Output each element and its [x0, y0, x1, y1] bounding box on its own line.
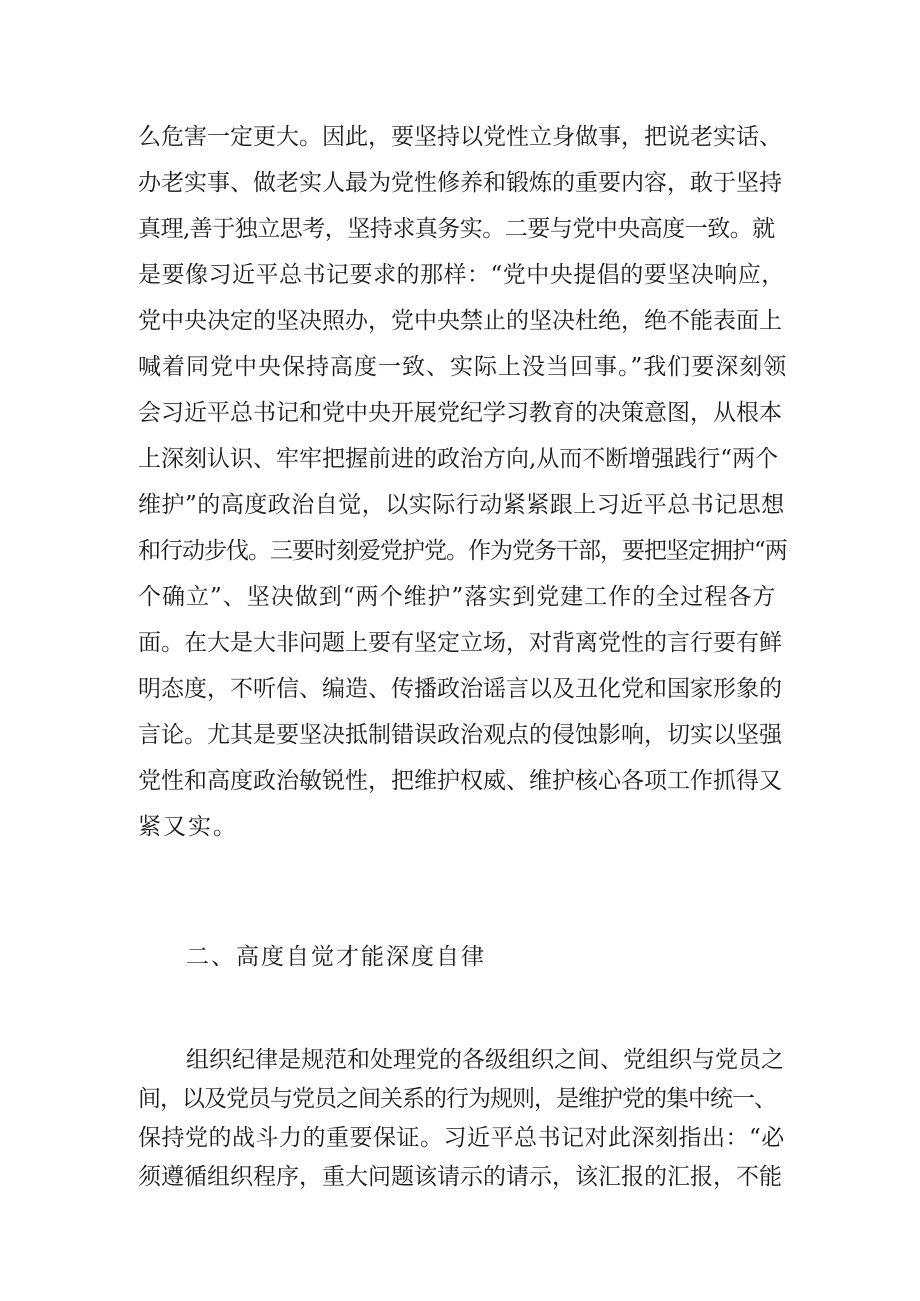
text-line: 办老实事、做老实人最为党性修养和锻炼的重要内容，敢于坚持 [138, 170, 782, 196]
text-line: 真理,善于独立思考，坚持求真务实。二要与党中央高度一致。就 [138, 216, 775, 242]
text-line: 么危害一定更大。因此，要坚持以党性立身做事，把说老实话、 [138, 124, 782, 150]
text-line: 保持党的战斗力的重要保证。习近平总书记对此深刻指出：“必 [138, 1125, 785, 1151]
text-line: 言论。尤其是要坚决抵制错误政治观点的侵蚀影响，切实以坚强 [138, 722, 782, 748]
section-heading: 二、高度自觉才能深度自律 [186, 944, 486, 970]
text-line: 间，以及党员与党员之间关系的行为规则，是维护党的集中统一、 [138, 1086, 776, 1112]
text-line: 紧又实。 [138, 814, 238, 840]
text-line: 须遵循组织程序，重大问题该请示的请示，该汇报的汇报，不能 [138, 1164, 782, 1190]
text-line: 面。在大是大非问题上要有坚定立场，对背离党性的言行要有鲜 [138, 630, 782, 656]
text-line: 明态度，不听信、编造、传播政治谣言以及丑化党和国家形象的 [138, 676, 782, 702]
body-paragraph-1 [138, 114, 788, 850]
text-line: 喊着同党中央保持高度一致、实际上没当回事。”我们要深刻领 [138, 354, 788, 380]
text-line: 上深刻认识、牢牢把握前进的政治方向,从而不断增强践行“两个 [138, 446, 779, 472]
text-line: 个确立”、坚决做到“两个维护”落实到党建工作的全过程各方 [138, 584, 777, 610]
text-line: 会习近平总书记和党中央开展党纪学习教育的决策意图，从根本 [138, 400, 782, 426]
text-line: 维护”的高度政治自觉，以实际行动紧紧跟上习近平总书记思想 [138, 492, 785, 518]
text-line: 党中央决定的坚决照办，党中央禁止的坚决杜绝，绝不能表面上 [138, 308, 782, 334]
text-line: 是要像习近平总书记要求的那样：“党中央提倡的要坚决响应， [138, 262, 785, 288]
body-paragraph-2 [138, 1041, 788, 1197]
text-line: 组织纪律是规范和处理党的各级组织之间、党组织与党员之 [186, 1047, 784, 1073]
text-line: 和行动步伐。三要时刻爱党护党。作为党务干部，要把坚定拥护“两 [138, 538, 787, 564]
text-line: 党性和高度政治敏锐性，把维护权威、维护核心各项工作抓得又 [138, 768, 782, 794]
